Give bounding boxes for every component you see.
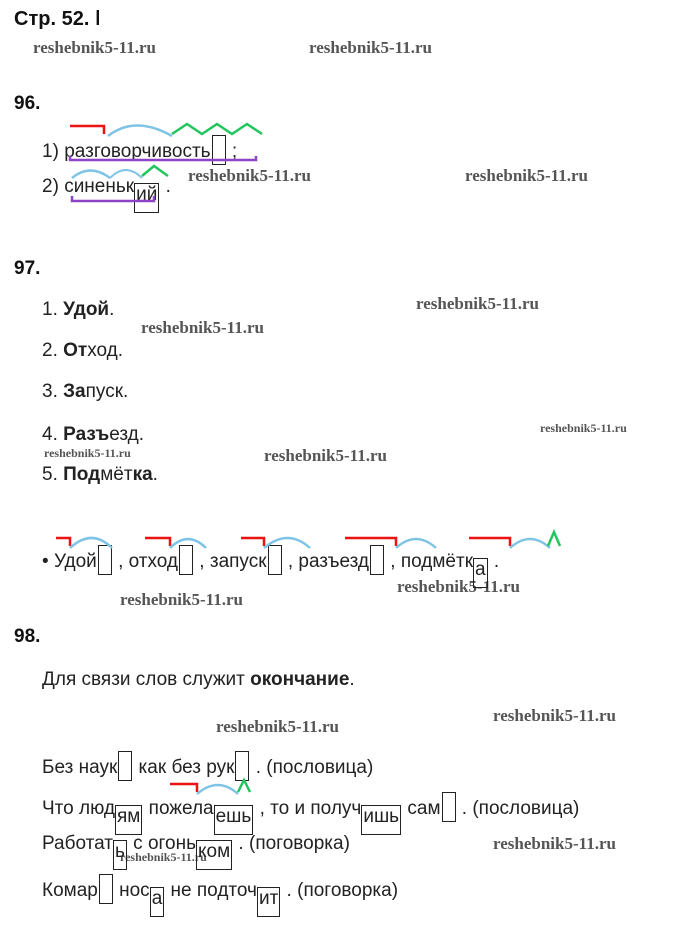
ending-box: [99, 874, 113, 904]
ex98-line-4: Комар нос а не подточ ит . (поговорка): [42, 874, 398, 917]
ex98-intro: Для связи слов служит окончание.: [42, 669, 355, 690]
ending-box: а: [150, 887, 165, 917]
ex97-item-4: 4. Разъезд.: [42, 424, 144, 445]
word-udoy: Удой: [53, 551, 97, 572]
watermark: reshebnik5-11.ru: [33, 38, 156, 57]
ending-box: [370, 545, 384, 575]
ending-box: а: [473, 558, 488, 588]
ex98-line-3: Работат ь с огонь ком . (поговорка): [42, 833, 350, 870]
suffix-mark: [238, 780, 250, 792]
watermark: reshebnik5-11.ru: [141, 318, 264, 337]
ending-box: [235, 751, 249, 781]
watermark: reshebnik5-11.ru: [465, 166, 588, 185]
watermark: reshebnik5-11.ru: [188, 166, 311, 185]
ending-box: [442, 792, 456, 822]
watermark: reshebnik5-11.ru: [309, 38, 432, 57]
watermark: reshebnik5-11.ru: [120, 850, 207, 864]
ex97-item-5: 5. Подмётка.: [42, 464, 158, 485]
ending-box: ям: [115, 805, 142, 835]
ending-box: ит: [257, 887, 280, 917]
suffix-mark: [142, 166, 168, 176]
ending-box: ь: [113, 840, 127, 870]
exercise-96-item-2: 2) синеньк ий .: [42, 176, 171, 213]
ending-box: ий: [134, 183, 159, 213]
prefix-mark: [70, 126, 104, 134]
root-arc: [510, 539, 550, 548]
ex97-item-1: 1. Удой.: [42, 299, 115, 320]
ending-box: [179, 545, 193, 575]
ex97-morpheme-line: • Удой , отход , запуск , разъезд , подмётк а .: [42, 545, 499, 588]
ending-box: ешь: [214, 805, 254, 835]
exercise-96-item-1: 1) разговорчивость ;: [42, 135, 237, 165]
watermark: reshebnik5-11.ru: [493, 834, 616, 853]
watermark: reshebnik5-11.ru: [397, 577, 520, 596]
word-zapusk: запуск: [209, 551, 267, 572]
ending-box: [212, 135, 226, 165]
ex97-item-2: 2. Отход.: [42, 340, 124, 361]
ending-box: [98, 545, 112, 575]
word-razgovorchivost: разговорчивость: [64, 141, 211, 162]
ex97-item-3: 3. Запуск.: [42, 381, 129, 402]
exercise-97-number: 97.: [14, 258, 41, 279]
page-number-header: [14, 8, 101, 31]
ending-box: [268, 545, 282, 575]
page-mark: ǀ: [94, 8, 101, 30]
ex98-line-2: Что люд ям пожела ешь , то и получ ишь сам . (пословица): [42, 792, 579, 835]
watermark: reshebnik5-11.ru: [540, 421, 627, 435]
suffix-mark: [548, 532, 560, 546]
ending-box: ишь: [361, 805, 401, 835]
prefix-mark: [170, 784, 197, 792]
word-podmetka: подмётк а: [401, 551, 489, 572]
watermark: reshebnik5-11.ru: [493, 706, 616, 725]
watermark: reshebnik5-11.ru: [216, 717, 339, 736]
word-razezd: разъезд: [298, 551, 369, 572]
exercise-98-number: 98.: [14, 626, 41, 647]
ending-box: ком: [196, 840, 232, 870]
suffix-mark: [172, 124, 262, 134]
watermark: reshebnik5-11.ru: [120, 590, 243, 609]
exercise-96-number: 96.: [14, 93, 41, 114]
ending-box: [118, 751, 132, 781]
watermark: reshebnik5-11.ru: [44, 446, 131, 460]
word-othod: отход: [128, 551, 179, 572]
page-label: Стр. 52.: [14, 8, 90, 30]
watermark: reshebnik5-11.ru: [416, 294, 539, 313]
word-sinenkiy: синеньк ий: [64, 176, 160, 197]
watermark: reshebnik5-11.ru: [264, 446, 387, 465]
ex98-line-1: Без наук как без рук . (пословица): [42, 751, 373, 781]
